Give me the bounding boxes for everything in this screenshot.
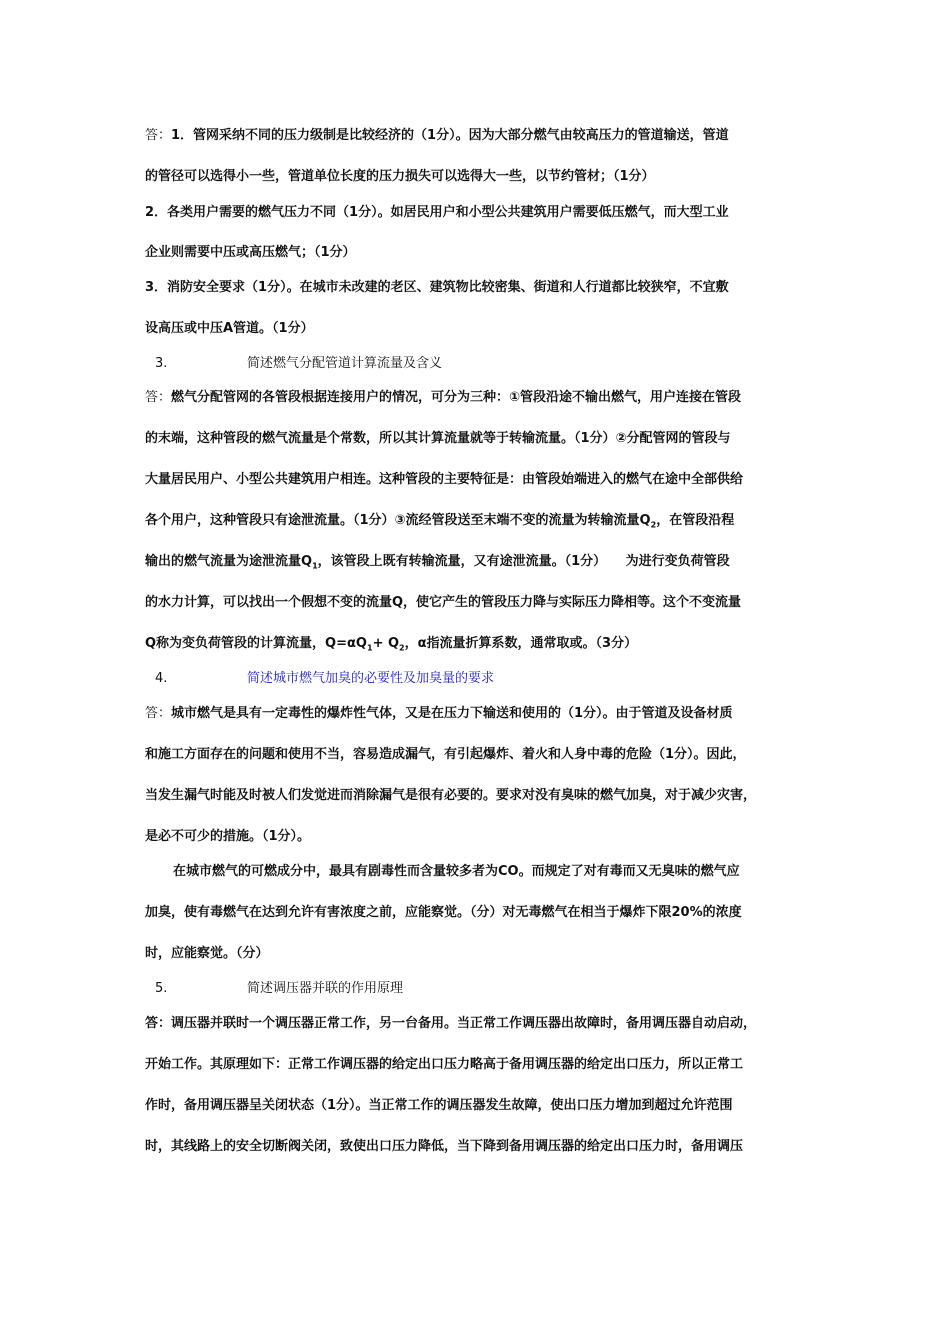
- answer-line-13: [145, 635, 825, 653]
- answer-lead: 答：: [145, 128, 172, 143]
- text-segment: 输出的燃气流量为途泄流量Q: [145, 554, 313, 569]
- answer-line-8: 的末端，这种管段的燃气流量是个常数，所以其计算流量就等于转输流量。（1分）②分配管网的管段与: [145, 431, 731, 446]
- question-heading-3: [155, 355, 442, 373]
- answer-line-11: [145, 553, 825, 571]
- answer-line-9: 大量居民用户、小型公共建筑用户相连。这种管段的主要特征是：由管段始端进入的燃气在途中全部供给: [145, 472, 744, 487]
- question-heading-5: [155, 980, 403, 998]
- answer-line-4: 企业则需要中压或高压燃气；（1分）: [145, 245, 356, 260]
- answer-line-3: 2．各类用户需要的燃气压力不同（1分）。如居民用户和小型公共建筑用户需要低压燃气，而大型工业: [145, 205, 729, 220]
- answer-line-19: 加臭，使有毒燃气在达到允许有害浓度之前，应能察觉。（分）对无毒燃气在相当于爆炸下限20%的浓度: [145, 905, 742, 920]
- question-number: 3.: [155, 356, 168, 371]
- text-segment: 各个用户，这种管段只有途泄流量。（1分）③流经管段送至末端不变的流量为转输流量Q: [145, 513, 651, 528]
- answer-line-2: 的管径可以选得小一些，管道单位长度的压力损失可以选得大一些，以节约管材；（1分）: [145, 169, 655, 184]
- answer-line-6: 设高压或中压A管道。（1分）: [145, 321, 314, 336]
- text-segment: ，α指流量折算系数，通常取或。（3分）: [404, 636, 638, 651]
- answer-line-20: 时，应能察觉。（分）: [145, 946, 269, 961]
- text-segment: ，在管段沿程: [656, 513, 735, 528]
- question-heading-4: [155, 670, 494, 688]
- subscript: 2: [399, 643, 405, 653]
- answer-lead: 答：: [145, 1016, 172, 1031]
- answer-line-15: 和施工方面存在的问题和使用不当，容易造成漏气，有引起爆炸、着火和人身中毒的危险（1分）。因此，: [145, 747, 746, 762]
- answer-line-10: [145, 512, 825, 530]
- answer-line-14: [145, 705, 825, 723]
- answer-lead: 答：: [145, 706, 172, 721]
- answer-line-16: 当发生漏气时能及时被人们发觉进而消除漏气是很有必要的。要求对没有臭味的燃气加臭，对于减少灾害，: [145, 788, 757, 803]
- question-title: 简述燃气分配管道计算流量及含义: [247, 356, 443, 371]
- answer-line-17: 是必不可少的措施。（1分）。: [145, 829, 311, 844]
- answer-line-21: [145, 1015, 825, 1033]
- answer-lead: 答：: [145, 390, 172, 405]
- answer-line-1: [145, 127, 825, 145]
- answer-line-5: 3．消防安全要求（1分）。在城市未改建的老区、建筑物比较密集、街道和人行道都比较狭窄，不宜敷: [145, 280, 729, 295]
- answer-line-7: [145, 389, 825, 407]
- answer-line-18: 在城市燃气的可燃成分中，最具有剧毒性而含量较多者为CO。而规定了对有毒而又无臭味的燃气应: [173, 864, 740, 879]
- text-segment: Q称为变负荷管段的计算流量，Q=αQ: [145, 636, 367, 651]
- question-title: 简述调压器并联的作用原理: [247, 981, 404, 996]
- answer-line-23: 作时，备用调压器呈关闭状态（1分）。当正常工作的调压器发生故障，使出口压力增加到超过允许范围: [145, 1098, 733, 1113]
- answer-text: 燃气分配管网的各管段根据连接用户的情况，可分为三种：①管段沿途不输出燃气，用户连接在管段: [171, 390, 742, 405]
- question-title: 简述城市燃气加臭的必要性及加臭量的要求: [247, 671, 495, 686]
- subscript: 2: [650, 520, 657, 530]
- question-number: 4.: [155, 671, 168, 686]
- answer-text: 调压器并联时一个调压器正常工作，另一台备用。当正常工作调压器出故障时，备用调压器自动启动，: [171, 1016, 757, 1031]
- text-segment: + Q: [372, 636, 400, 651]
- answer-line-24: 时，其线路上的安全切断阀关闭，致使出口压力降低，当下降到备用调压器的给定出口压力时，备用调压: [145, 1139, 744, 1154]
- text-segment: ，该管段上既有转输流量，又有途泄流量。（1分） 为进行变负荷管段: [317, 554, 730, 569]
- question-number: 5.: [155, 981, 168, 996]
- answer-text: 城市燃气是具有一定毒性的爆炸性气体，又是在压力下输送和使用的（1分）。由于管道及设备材质: [171, 706, 733, 721]
- subscript: 1: [312, 561, 318, 571]
- answer-line-22: 开始工作。其原理如下：正常工作调压器的给定出口压力略高于备用调压器的给定出口压力，所以正常工: [145, 1057, 744, 1072]
- answer-line-12: 的水力计算，可以找出一个假想不变的流量Q，使它产生的管段压力降与实际压力降相等。这个不变流量: [145, 595, 742, 610]
- subscript: 1: [366, 643, 373, 653]
- answer-text: 1．管网采纳不同的压力级制是比较经济的（1分）。因为大部分燃气由较高压力的管道输送，管道: [171, 128, 729, 143]
